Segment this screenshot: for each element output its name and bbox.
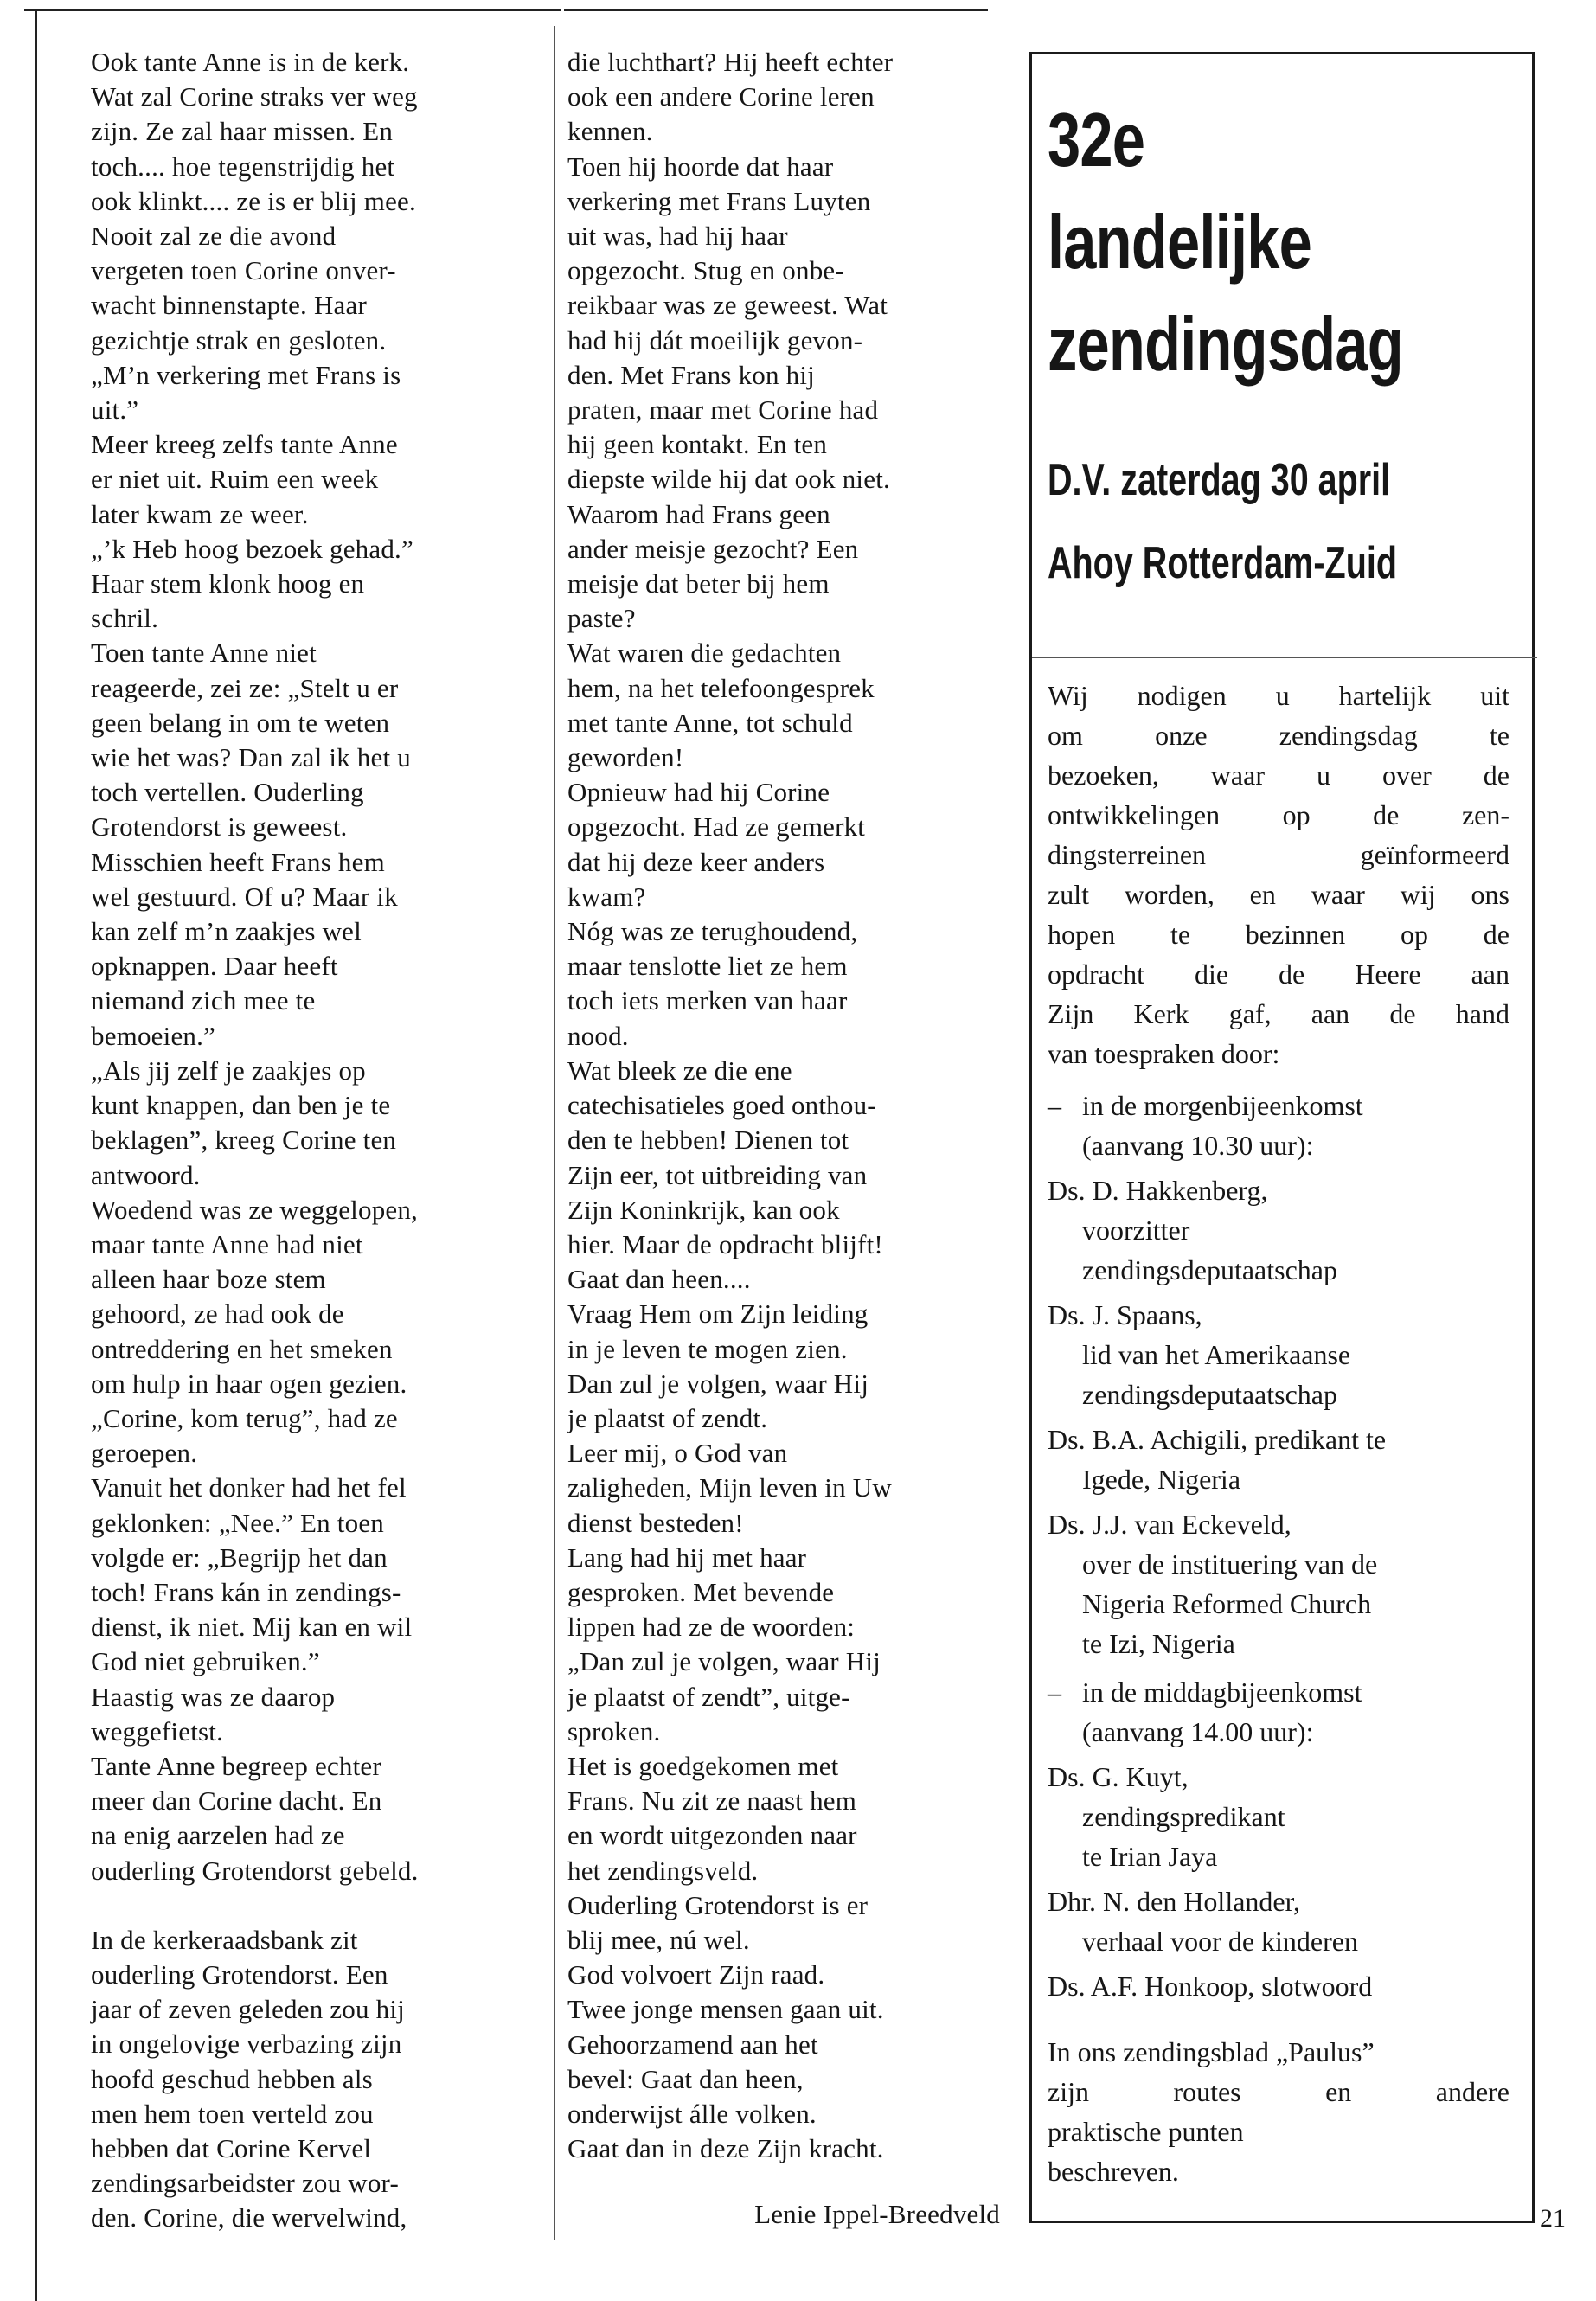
speaker-name: Ds. G. Kuyt, (1048, 1761, 1189, 1792)
story-line: hier. Maar de opdracht blijft! (567, 1228, 883, 1259)
story-line: geroepen. (91, 1438, 198, 1469)
story-line: Twee jonge mensen gaan uit. (567, 1994, 884, 2025)
story-line: diepste wilde hij dat ook niet. (567, 464, 890, 495)
intro-line: opdracht die de Heere aan (1048, 958, 1509, 990)
story-line: reikbaar was ze geweest. Wat (567, 290, 888, 321)
story-line: blij mee, nú wel. (567, 1924, 750, 1955)
afternoon-session-heading: (aanvang 14.00 uur): (1082, 1716, 1314, 1747)
speaker-detail: lid van het Amerikaanse (1082, 1339, 1351, 1370)
title-line: zendingsdag (1048, 301, 1403, 387)
speaker-detail: zendingspredikant (1082, 1801, 1285, 1832)
morning-session-heading (1048, 1086, 1509, 1125)
story-line: zendingsarbeidster zou wor- (91, 2168, 399, 2199)
story-line: toch iets merken van haar (567, 985, 848, 1016)
story-line: opknappen. Daar heeft (91, 951, 338, 982)
story-line: Toen hij hoorde dat haar (567, 151, 834, 182)
story-line: schril. (91, 603, 159, 634)
story-line: In de kerkeraadsbank zit (91, 1924, 358, 1955)
story-line: Opnieuw had hij Corine (567, 777, 830, 808)
story-line: ouderling Grotendorst gebeld. (91, 1855, 419, 1886)
story-line: Misschien heeft Frans hem (91, 846, 385, 877)
story-line: Gaat dan heen.... (567, 1264, 751, 1295)
story-line: gesproken. Met bevende (567, 1576, 835, 1607)
story-line: praten, maar met Corine had (567, 394, 879, 426)
story-line: Gaat dan in deze Zijn kracht. (567, 2133, 884, 2164)
story-line: beklagen”, kreeg Corine ten (91, 1125, 397, 1156)
author-signature: Lenie Ippel-Breedveld (754, 2199, 1000, 2230)
story-line: ander meisje gezocht? Een (567, 533, 859, 564)
speaker-name: Ds. B.A. Achigili, predikant te (1048, 1424, 1387, 1455)
story-line: die luchthart? Hij heeft echter (567, 47, 894, 77)
story-line: weggefietst. (91, 1715, 224, 1747)
speaker-detail: zendingsdeputaatschap (1082, 1254, 1337, 1285)
intro-line: Wij nodigen u hartelijk uit (1048, 680, 1509, 711)
story-line: Ook tante Anne is in de kerk. (91, 47, 410, 77)
announcement-divider (1032, 657, 1537, 658)
outro-line: beschreven. (1048, 2156, 1179, 2187)
story-line: God niet gebruiken.” (91, 1646, 320, 1677)
outro-line: zijn routes en andere (1048, 2076, 1509, 2107)
speaker-name: Ds. D. Hakkenberg, (1048, 1175, 1268, 1206)
story-line: Haar stem klonk hoog en (91, 568, 365, 599)
story-line: toch! Frans kán in zendings- (91, 1576, 401, 1607)
story-line: lippen had ze de woorden: (567, 1612, 856, 1643)
story-line: Wat waren die gedachten (567, 638, 842, 669)
story-line: Leer mij, o God van (567, 1438, 788, 1469)
story-line: Ouderling Grotendorst is er (567, 1889, 869, 1920)
story-line: Vraag Hem om Zijn leiding (567, 1298, 869, 1330)
story-line: hij geen kontakt. En ten (567, 429, 828, 460)
paragraph-gap (91, 1888, 523, 1923)
story-line: Haastig was ze daarop (91, 1681, 336, 1712)
story-line: kunt knappen, dan ben je te (91, 1090, 391, 1121)
story-line: Wat bleek ze die ene (567, 1054, 792, 1086)
column-divider (554, 26, 555, 2240)
story-line: zaligheden, Mijn leven in Uw (567, 1472, 892, 1503)
story-line: gezichtje strak en gesloten. (91, 324, 387, 356)
story-line: wel gestuurd. Of u? Maar ik (91, 881, 398, 912)
story-line: ouderling Grotendorst. Een (91, 1958, 388, 1990)
afternoon-session-heading (1048, 1672, 1509, 1712)
session-title: in de middagbijeenkomst (1082, 1676, 1362, 1708)
story-line: niemand zich mee te (91, 985, 316, 1016)
story-line: dienst, ik niet. Mij kan en wil (91, 1612, 413, 1643)
story-line: God volvoert Zijn raad. (567, 1959, 825, 1990)
story-line: ook een andere Corine leren (567, 81, 875, 112)
story-line: Vanuit het donker had het fel (91, 1472, 407, 1503)
top-rule-left (24, 9, 561, 11)
story-line: onderwijst álle volken. (567, 2098, 817, 2129)
story-line: bevel: Gaat dan heen, (567, 2063, 804, 2094)
top-rule-right (564, 9, 988, 11)
story-line: hebben dat Corine Kervel (91, 2132, 372, 2163)
story-line: verkering met Frans Luyten (567, 185, 871, 216)
story-line: opgezocht. Had ze gemerkt (567, 811, 866, 843)
speaker-name: Dhr. N. den Hollander, (1048, 1886, 1300, 1917)
story-line: Lang had hij met haar (567, 1541, 807, 1573)
speaker-name: Ds. J. Spaans, (1048, 1299, 1202, 1330)
intro-line: Zijn Kerk gaf, aan de hand (1048, 998, 1509, 1029)
speaker-detail: te Izi, Nigeria (1082, 1628, 1235, 1659)
list-dash: – (1048, 1676, 1061, 1708)
story-line: Grotendorst is geweest. (91, 811, 348, 843)
story-line: ontreddering en het smeken (91, 1333, 393, 1364)
story-line: Zijn eer, tot uitbreiding van (567, 1159, 868, 1190)
story-line: kan zelf m’n zaakjes wel (91, 916, 362, 947)
story-line: Dan zul je volgen, waar Hij (567, 1368, 869, 1399)
left-margin-rule (35, 9, 37, 2301)
announcement-title (1048, 89, 1408, 395)
story-line: na enig aarzelen had ze (91, 1820, 345, 1851)
story-line: paste? (567, 603, 636, 634)
story-line: volgde er: „Begrijp het dan (91, 1541, 388, 1573)
story-line: „Dan zul je volgen, waar Hij (567, 1646, 881, 1677)
morning-session-heading: (aanvang 10.30 uur): (1082, 1130, 1314, 1161)
speaker-detail: over de instituering van de (1082, 1548, 1378, 1580)
intro-line: van toespraken door: (1048, 1038, 1280, 1069)
story-line: geworden! (567, 742, 684, 773)
intro-line: bezoeken, waar u over de (1048, 760, 1509, 791)
story-line: om hulp in haar ogen gezien. (91, 1368, 407, 1399)
story-line: „M’n verkering met Frans is (91, 359, 401, 390)
story-line: uit.” (91, 394, 139, 426)
event-location: Ahoy Rotterdam-Zuid (1048, 538, 1397, 588)
story-line: Nóg was ze terughoudend, (567, 916, 858, 947)
story-line: je plaatst of zendt. (567, 1402, 768, 1433)
story-line: toch.... hoe tegenstrijdig het (91, 151, 395, 182)
story-line: Nooit zal ze die avond (91, 221, 337, 252)
story-line: toch vertellen. Ouderling (91, 777, 364, 808)
story-line: Gehoorzamend aan het (567, 2029, 818, 2060)
story-line: alleen haar boze stem (91, 1264, 326, 1295)
intro-line: hopen te bezinnen op de (1048, 919, 1509, 950)
story-line: uit was, had hij haar (567, 221, 788, 252)
story-line: catechisatieles goed onthou- (567, 1090, 876, 1121)
speaker-detail: voorzitter (1082, 1215, 1190, 1246)
speaker-detail: Igede, Nigeria (1082, 1464, 1241, 1495)
story-line: sproken. (567, 1715, 661, 1747)
story-line: Tante Anne begreep echter (91, 1750, 381, 1781)
story-line: zijn. Ze zal haar missen. En (91, 116, 394, 147)
story-line: den. Corine, die wervelwind, (91, 2202, 407, 2234)
story-line: Wat zal Corine straks ver weg (91, 81, 418, 112)
story-line: den te hebben! Dienen tot (567, 1125, 849, 1156)
story-line: en wordt uitgezonden naar (567, 1820, 857, 1851)
story-line: in ongelovige verbazing zijn (91, 2029, 402, 2060)
story-line: Waarom had Frans geen (567, 498, 830, 529)
speaker-detail: zendingsdeputaatschap (1082, 1379, 1337, 1410)
intro-line: om onze zendingsdag te (1048, 720, 1509, 751)
story-line: dat hij deze keer anders (567, 846, 825, 877)
intro-line: ontwikkelingen op de zen- (1048, 799, 1509, 830)
story-line: in je leven te mogen zien. (567, 1333, 848, 1364)
story-line: dienst besteden! (567, 1507, 744, 1538)
story-line: hoofd geschud hebben als (91, 2063, 373, 2094)
story-line: met tante Anne, tot schuld (567, 707, 853, 738)
story-line: had hij dát moeilijk gevon- (567, 324, 863, 356)
story-line: je plaatst of zendt”, uitge- (567, 1681, 850, 1712)
list-dash: – (1048, 1090, 1061, 1121)
story-line: opgezocht. Stug en onbe- (567, 255, 844, 286)
story-line: jaar of zeven geleden zou hij (91, 1994, 405, 2025)
story-line: maar tenslotte liet ze hem (567, 951, 848, 982)
story-line: vergeten toen Corine onver- (91, 255, 396, 286)
story-line: men hem toen verteld zou (91, 2098, 374, 2129)
story-line: Woedend was ze weggelopen, (91, 1194, 419, 1225)
event-date: D.V. zaterdag 30 april (1048, 455, 1391, 505)
story-line: meisje dat beter bij hem (567, 568, 830, 599)
story-line: kennen. (567, 116, 653, 147)
speaker-detail: te Irian Jaya (1082, 1841, 1218, 1872)
story-line: meer dan Corine dacht. En (91, 1785, 382, 1817)
story-line: hem, na het telefoongesprek (567, 672, 875, 703)
story-line: maar tante Anne had niet (91, 1228, 363, 1259)
story-line: het zendingsveld. (567, 1855, 759, 1886)
story-column-1 (91, 45, 523, 2236)
story-line: Zijn Koninkrijk, kan ook (567, 1194, 840, 1225)
speaker-detail: verhaal voor de kinderen (1082, 1926, 1358, 1957)
story-line: er niet uit. Ruim een week (91, 464, 379, 495)
intro-line: zult worden, en waar wij ons (1048, 879, 1509, 910)
story-line: kwam? (567, 881, 646, 912)
speaker-detail: Nigeria Reformed Church (1082, 1588, 1372, 1619)
story-line: „Corine, kom terug”, had ze (91, 1402, 398, 1433)
story-line: Frans. Nu zit ze naast hem (567, 1785, 857, 1817)
story-line: geen belang in om te weten (91, 707, 390, 738)
story-line: wacht binnenstapte. Haar (91, 290, 367, 321)
story-line: reageerde, zei ze: „Stelt u er (91, 672, 399, 703)
story-line: geklonken: „Nee.” En toen (91, 1507, 384, 1538)
story-line: „Als jij zelf je zaakjes op (91, 1054, 366, 1086)
story-column-2 (567, 45, 1000, 2233)
session-title: in de morgenbijeenkomst (1082, 1090, 1363, 1121)
outro-line: praktische punten (1048, 2116, 1244, 2147)
speaker-name: Ds. J.J. van Eckeveld, (1048, 1509, 1292, 1540)
story-line: den. Met Frans kon hij (567, 359, 815, 390)
title-line: 32e (1048, 97, 1145, 183)
page-number: 21 (1540, 2204, 1566, 2233)
story-line: later kwam ze weer. (91, 498, 309, 529)
story-line: gehoord, ze had ook de (91, 1298, 344, 1330)
story-line: bemoeien.” (91, 1020, 216, 1051)
story-line: nood. (567, 1020, 629, 1051)
intro-line: dingsterreinen geïnformeerd (1048, 839, 1509, 870)
outro-line: In ons zendingsblad „Paulus” (1048, 2036, 1375, 2067)
story-line: Het is goedgekomen met (567, 1750, 839, 1781)
story-line: wie het was? Dan zal ik het u (91, 742, 411, 773)
announcement-box (1029, 52, 1535, 2223)
story-line: ook klinkt.... ze is er blij mee. (91, 185, 416, 216)
story-line: Meer kreeg zelfs tante Anne (91, 429, 398, 460)
story-line: antwoord. (91, 1159, 201, 1190)
title-line: landelijke (1048, 199, 1312, 285)
story-line: Toen tante Anne niet (91, 638, 317, 669)
announcement-body (1048, 676, 1509, 2191)
story-line: „’k Heb hoog bezoek gehad.” (91, 533, 413, 564)
speaker-name: Ds. A.F. Honkoop, slotwoord (1048, 1971, 1373, 2002)
